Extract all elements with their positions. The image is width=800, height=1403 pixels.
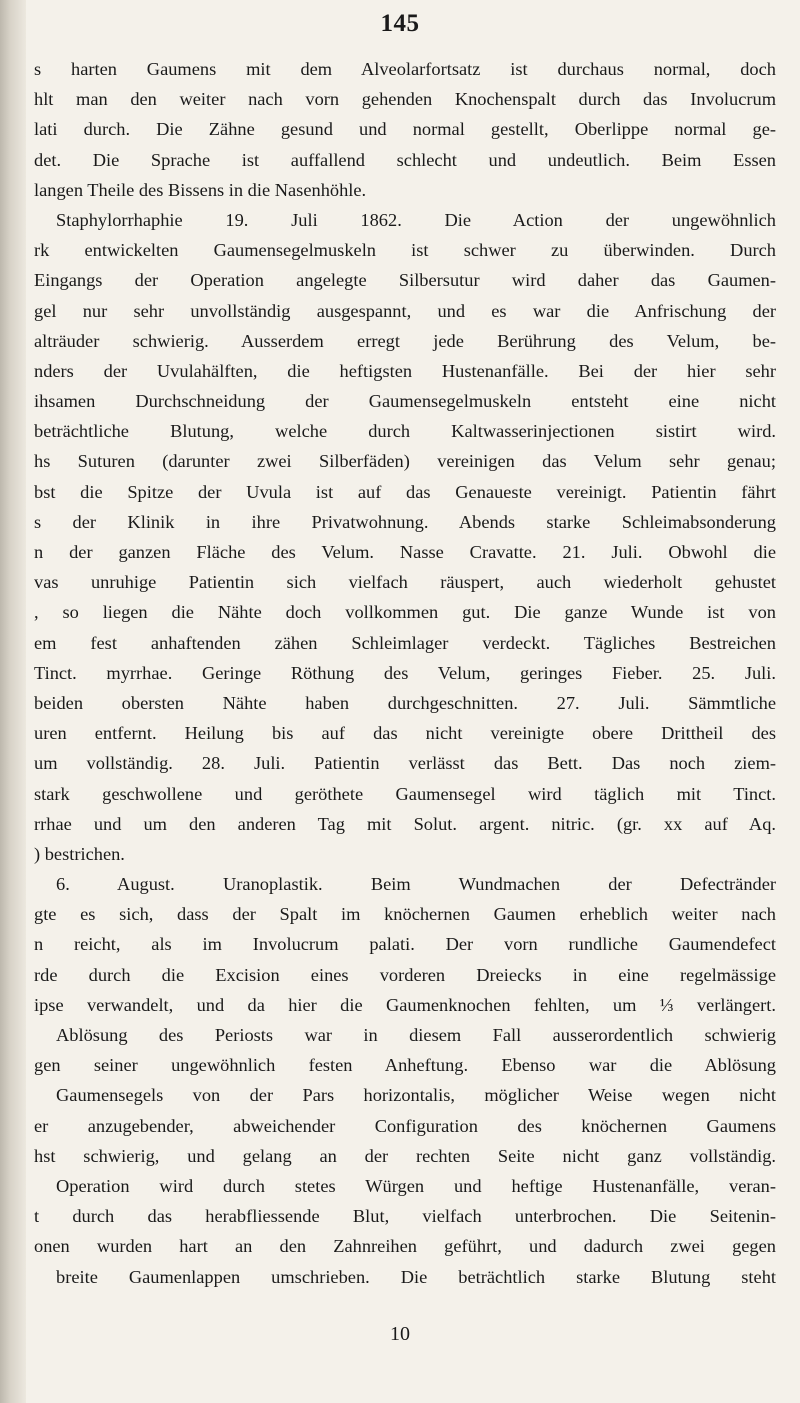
text-line: , so liegen die Nähte doch vollkommen gut. Die ganze Wunde ist von [34, 602, 776, 623]
text-line: det. Die Sprache ist auffallend schlecht und undeutlich. Beim Essen [34, 149, 776, 170]
text-line: vas unruhige Patientin sich vielfach räuspert, auch wiederholt gehustet [34, 572, 776, 593]
text-line: s harten Gaumens mit dem Alveolarfortsatz ist durchaus normal, doch [34, 59, 776, 79]
text-line: langen Theile des Bissens in die Nasenhöhle. [34, 179, 367, 200]
signature-mark: 10 [390, 1323, 410, 1345]
text-line: um vollständig. 28. Juli. Patientin verlässt das Bett. Das noch ziem- [34, 753, 776, 774]
text-line: uren entfernt. Heilung bis auf das nicht vereinigte obere Drittheil des [34, 723, 776, 744]
text-line: hst schwierig, und gelang an der rechten Seite nicht ganz vollständig. [34, 1145, 776, 1166]
text-line: stark geschwollene und geröthete Gaumensegel wird täglich mit Tinct. [34, 783, 776, 804]
text-line: beiden obersten Nähte haben durchgeschnitten. 27. Juli. Sämmtliche [34, 692, 776, 713]
text-line: Operation wird durch stetes Würgen und heftige Hustenanfälle, veran- [56, 1175, 776, 1196]
text-line: Gaumensegels von der Pars horizontalis, möglicher Weise wegen nicht [56, 1085, 776, 1106]
text-line: ipse verwandelt, und da hier die Gaumenknochen fehlten, um ⅓ verlängert. [34, 994, 776, 1015]
binding-gutter [0, 0, 26, 1403]
text-line: em fest anhaftenden zähen Schleimlager verdeckt. Tägliches Bestreichen [34, 632, 776, 653]
text-line: rk entwickelten Gaumensegelmuskeln ist schwer zu überwinden. Durch [34, 240, 776, 261]
text-line: ihsamen Durchschneidung der Gaumensegelmuskeln entsteht eine nicht [34, 391, 776, 412]
page-number: 145 [380, 10, 420, 37]
text-line: n reicht, als im Involucrum palati. Der vorn rundliche Gaumendefect [34, 934, 776, 955]
text-line: lati durch. Die Zähne gesund und normal gestellt, Oberlippe normal ge- [34, 119, 776, 140]
body-text [34, 54, 776, 1292]
text-line: rrhae und um den anderen Tag mit Solut. argent. nitric. (gr. xx auf Aq. [34, 813, 776, 834]
text-line: hlt man den weiter nach vorn gehenden Knochenspalt durch das Involucrum [34, 89, 776, 110]
text-line: beträchtliche Blutung, welche durch Kaltwasserinjectionen sistirt wird. [34, 421, 776, 442]
text-line: 6. August. Uranoplastik. Beim Wundmachen der Defectränder [56, 874, 776, 895]
text-line: breite Gaumenlappen umschrieben. Die beträchtlich starke Blutung steht [56, 1266, 776, 1287]
text-line: gen seiner ungewöhnlich festen Anheftung. Ebenso war die Ablösung [34, 1055, 776, 1076]
text-line: hs Suturen (darunter zwei Silberfäden) vereinigen das Velum sehr genau; [34, 451, 776, 472]
text-line: er anzugebender, abweichender Configuration des knöchernen Gaumens [34, 1115, 776, 1136]
text-line: Eingangs der Operation angelegte Silbersutur wird daher das Gaumen- [34, 270, 776, 291]
text-line: alträuder schwierig. Ausserdem erregt jede Berührung des Velum, be- [34, 330, 776, 351]
text-line: bst die Spitze der Uvula ist auf das Genaueste vereinigt. Patientin fährt [34, 481, 776, 502]
text-line: nders der Uvulahälften, die heftigsten Hustenanfälle. Bei der hier sehr [34, 360, 776, 381]
text-line: t durch das herabfliessende Blut, vielfach unterbrochen. Die Seitenin- [34, 1206, 776, 1227]
text-line: Staphylorrhaphie 19. Juli 1862. Die Action der ungewöhnlich [56, 209, 776, 230]
text-line: Ablösung des Periosts war in diesem Fall ausserordentlich schwierig [56, 1025, 776, 1045]
text-line: gel nur sehr unvollständig ausgespannt, und es war die Anfrischung der [34, 300, 776, 321]
text-line: gte es sich, dass der Spalt im knöchernen Gaumen erheblich weiter nach [34, 904, 776, 925]
text-line: s der Klinik in ihre Privatwohnung. Abends starke Schleimabsonderung [34, 511, 776, 532]
text-line: rde durch die Excision eines vorderen Dreiecks in eine regelmässige [34, 964, 776, 985]
text-line: n der ganzen Fläche des Velum. Nasse Cravatte. 21. Juli. Obwohl die [34, 542, 776, 562]
text-line: ) bestrichen. [34, 843, 125, 864]
text-line: Tinct. myrrhae. Geringe Röthung des Velum, geringes Fieber. 25. Juli. [34, 662, 776, 683]
text-line: onen wurden hart an den Zahnreihen geführt, und dadurch zwei gegen [34, 1236, 776, 1257]
